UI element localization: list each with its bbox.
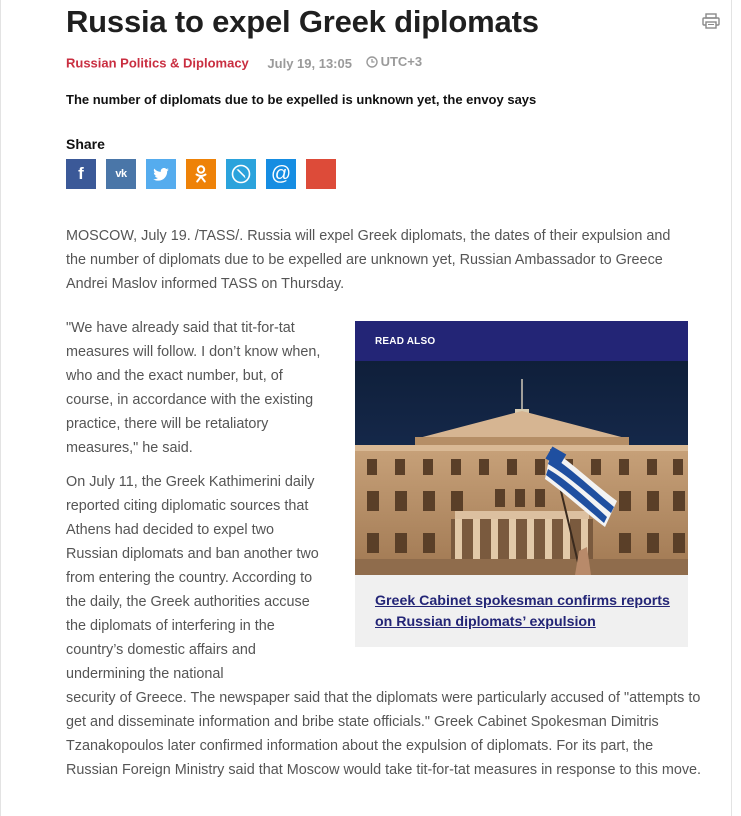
facebook-icon: f	[78, 164, 84, 183]
greek-parliament-image	[355, 361, 688, 575]
right-border	[731, 0, 732, 816]
timezone	[366, 54, 423, 69]
article-paragraph-intro: MOSCOW, July 19. /TASS/. Russia will expel Greek diplomats, the dates of their expulsion and the number of diplomats due to be expelled are unknown yet, Russian Ambassador to Greece Andrei Maslov informed TASS on Thursday.	[66, 228, 671, 292]
article-paragraph-july: On July 11, the Greek Kathimerini daily reported citing diplomatic sources that Athens had decided to expel two Russian diplomats and ban another two from entering the country. According to the daily, the Greek authorities accuse the diplomats of interfering in the country’s domestic affairs and undermining the national	[66, 474, 319, 682]
mail-at-icon: @	[270, 162, 292, 185]
facebook-share-button[interactable]	[66, 159, 96, 189]
print-icon[interactable]	[702, 13, 720, 29]
twitter-share-button[interactable]	[146, 159, 176, 189]
left-border	[0, 0, 1, 816]
mail-share-button[interactable]	[266, 159, 296, 189]
article-title: Russia to expel Greek diplomats	[66, 4, 539, 39]
vk-share-button[interactable]	[106, 159, 136, 189]
vk-icon: vk	[115, 168, 127, 180]
odnoklassniki-icon	[195, 165, 207, 183]
livejournal-pencil-icon	[231, 164, 251, 184]
odnoklassniki-share-button[interactable]	[186, 159, 216, 189]
read-also-link[interactable]: Greek Cabinet spokesman confirms reports on Russian diplomats’ expulsion	[375, 593, 670, 630]
share-label: Share	[66, 136, 105, 152]
read-also-card[interactable]	[355, 321, 688, 647]
clock-icon	[366, 56, 378, 68]
article-paragraph-quote: "We have already said that tit-for-tat measures will follow. I don’t know when, who and the exact number, but, of course, in accordance with the existing practice, there will be retaliatory measures," he said.	[66, 320, 321, 456]
article-lead: The number of diplomats due to be expelled is unknown yet, the envoy says	[66, 92, 537, 107]
read-also-heading: READ ALSO	[355, 321, 688, 361]
timezone-label: UTC+3	[380, 54, 423, 69]
article-meta	[66, 54, 422, 71]
livejournal-share-button[interactable]	[226, 159, 256, 189]
share-buttons	[66, 159, 336, 189]
twitter-bird-icon	[153, 168, 169, 181]
article-paragraph-july-continued: security of Greece. The newspaper said that the diplomats were particularly accused of "attempts to get and disseminate information and bribe state officials." Greek Cabinet Spokesman Dimitris Tzanakopoulos later confirmed information about the expulsion of diplomats. For its part, the Russian Foreign Ministry said that Moscow would take tit-for-tat measures in response to this move.	[66, 690, 702, 778]
category-link[interactable]: Russian Politics & Diplomacy	[66, 55, 249, 71]
publish-date: July 19, 13:05	[267, 55, 352, 71]
google-plus-share-button[interactable]	[306, 159, 336, 189]
